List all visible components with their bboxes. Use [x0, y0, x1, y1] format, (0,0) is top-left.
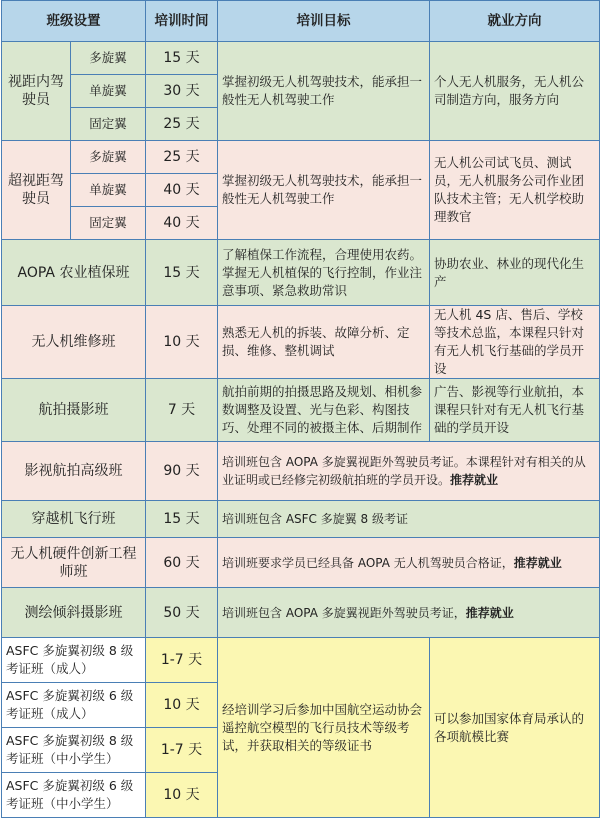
duration: 40 天 — [146, 207, 218, 240]
duration: 25 天 — [146, 141, 218, 174]
table-row — [2, 501, 600, 538]
table-row — [2, 240, 600, 306]
note-text: 培训班包含 AOPA 多旋翼视距外驾驶员考证， — [222, 605, 466, 620]
table-row — [2, 442, 600, 501]
training-goal: 熟悉无人机的拆装、故障分析、定损、维修、整机调试 — [218, 306, 430, 379]
sub-type: 多旋翼 — [71, 42, 146, 75]
class-note — [218, 501, 600, 538]
training-goal: 掌握初级无人机驾驶技术，能承担一般性无人机驾驶工作 — [218, 141, 430, 240]
sub-type: 单旋翼 — [71, 75, 146, 108]
duration: 15 天 — [146, 42, 218, 75]
career-direction: 广告、影视等行业航拍，本课程只针对有无人机飞行基础的学员开设 — [430, 379, 600, 442]
recommend-tag: 推荐就业 — [450, 473, 499, 487]
table-row — [2, 306, 600, 379]
recommend-tag: 推荐就业 — [513, 555, 562, 570]
duration: 10 天 — [146, 683, 218, 728]
table-row — [2, 141, 600, 174]
table-row — [2, 42, 600, 75]
career-direction: 个人无人机服务，无人机公司制造方向，服务方向 — [430, 42, 600, 141]
recommend-tag: 推荐就业 — [465, 605, 514, 620]
table-row — [2, 538, 600, 588]
duration: 10 天 — [146, 773, 218, 818]
duration: 1-7 天 — [146, 638, 218, 683]
sub-type: 固定翼 — [71, 108, 146, 141]
class-name: 航拍摄影班 — [2, 379, 146, 442]
duration: 15 天 — [146, 501, 218, 538]
duration: 1-7 天 — [146, 728, 218, 773]
career-direction: 无人机公司试飞员、测试员，无人机服务公司作业团队技术主管；无人机学校助理教官 — [430, 141, 600, 240]
class-name: ASFC 多旋翼初级 6 级考证班（成人） — [2, 683, 146, 728]
class-name: 无人机维修班 — [2, 306, 146, 379]
note-text: 培训班包含 AOPA 多旋翼视距外驾驶员考证。本课程针对有相关的从业证明或已经修完初级航拍班的学员开设。 — [222, 455, 586, 487]
header-class: 班级设置 — [2, 1, 146, 42]
class-note — [218, 442, 600, 501]
training-goal: 经培训学习后参加中国航空运动协会遥控航空模型的飞行员技术等级考试，并获取相关的等级证书 — [218, 638, 430, 818]
duration: 30 天 — [146, 75, 218, 108]
class-name: 影视航拍高级班 — [2, 442, 146, 501]
note-text: 培训班包含 ASFC 多旋翼 8 级考证 — [222, 512, 409, 526]
header-goal: 培训目标 — [218, 1, 430, 42]
class-name: 穿越机飞行班 — [2, 501, 146, 538]
table-row — [2, 588, 600, 638]
header-career: 就业方向 — [430, 1, 600, 42]
sub-type: 多旋翼 — [71, 141, 146, 174]
class-name: 无人机硬件创新工程师班 — [2, 538, 146, 588]
class-name: ASFC 多旋翼初级 8 级考证班（中小学生） — [2, 728, 146, 773]
note-text: 培训班要求学员已经具备 AOPA 无人机驾驶员合格证， — [222, 555, 514, 570]
training-goal: 掌握初级无人机驾驶技术，能承担一般性无人机驾驶工作 — [218, 42, 430, 141]
class-name: AOPA 农业植保班 — [2, 240, 146, 306]
career-direction: 可以参加国家体育局承认的各项航模比赛 — [430, 638, 600, 818]
sub-type: 单旋翼 — [71, 174, 146, 207]
sub-type: 固定翼 — [71, 207, 146, 240]
career-direction: 无人机 4S 店、售后、学校等技术总监，本课程只针对有无人机飞行基础的学员开设 — [430, 306, 600, 379]
header-row — [2, 1, 600, 42]
duration: 40 天 — [146, 174, 218, 207]
duration: 50 天 — [146, 588, 218, 638]
duration: 15 天 — [146, 240, 218, 306]
class-note — [218, 538, 600, 588]
header-time: 培训时间 — [146, 1, 218, 42]
group-name: 视距内驾驶员 — [2, 42, 71, 141]
group-name: 超视距驾驶员 — [2, 141, 71, 240]
training-goal: 航拍前期的拍摄思路及规划、相机参数调整及设置、光与色彩、构图技巧、处理不同的被摄主体、后期制作 — [218, 379, 430, 442]
class-name: 测绘倾斜摄影班 — [2, 588, 146, 638]
career-direction: 协助农业、林业的现代化生产 — [430, 240, 600, 306]
table-row — [2, 638, 600, 683]
duration: 25 天 — [146, 108, 218, 141]
class-note — [218, 588, 600, 638]
training-goal: 了解植保工作流程，合理使用农药。掌握无人机植保的飞行控制，作业注意事项、紧急救助常识 — [218, 240, 430, 306]
table-row — [2, 379, 600, 442]
duration: 90 天 — [146, 442, 218, 501]
training-table — [1, 0, 600, 818]
class-name: ASFC 多旋翼初级 8 级考证班（成人） — [2, 638, 146, 683]
class-name: ASFC 多旋翼初级 6 级考证班（中小学生） — [2, 773, 146, 818]
duration: 60 天 — [146, 538, 218, 588]
duration: 10 天 — [146, 306, 218, 379]
duration: 7 天 — [146, 379, 218, 442]
